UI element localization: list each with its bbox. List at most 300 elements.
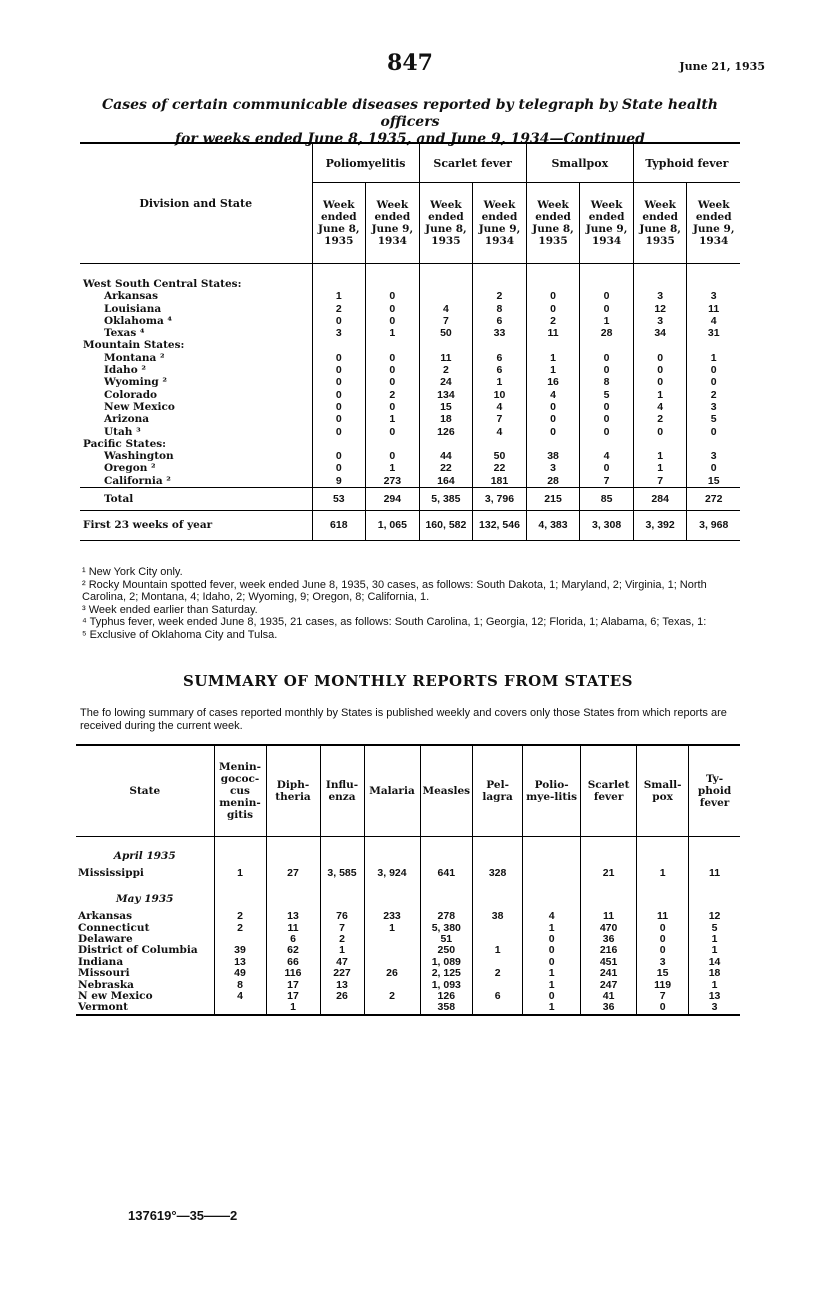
cell-value: 215 xyxy=(526,488,580,511)
cell-value: 0 xyxy=(312,450,366,462)
row-label: First 23 weeks of year xyxy=(80,511,312,540)
print-code: 137619°—35——2 xyxy=(128,1208,238,1223)
cell-value: 0 xyxy=(312,315,366,327)
cell-value: 12 xyxy=(633,303,687,315)
cell-value xyxy=(364,1002,420,1014)
cell-value xyxy=(473,1002,523,1014)
empty-cell xyxy=(320,837,364,869)
cell-value: 1 xyxy=(633,389,687,401)
cell-value: 0 xyxy=(523,957,581,968)
cell-value: 1 xyxy=(687,352,740,364)
cell-value: 233 xyxy=(364,911,420,922)
cell-value: 3 xyxy=(687,290,740,302)
empty-cell xyxy=(689,880,740,911)
cell-value: 0 xyxy=(366,290,420,302)
cell-value: 0 xyxy=(633,352,687,364)
cell-value: 1 xyxy=(523,1002,581,1014)
week-header-line: Week xyxy=(322,199,355,211)
cell-value: 3 xyxy=(633,315,687,327)
cell-value: 618 xyxy=(312,511,366,540)
cell-value: 11 xyxy=(266,923,320,934)
cell-value: 21 xyxy=(581,868,637,879)
state-name: Utah ³ xyxy=(104,425,141,438)
cell-value: 50 xyxy=(473,450,527,462)
state-name: Louisiana xyxy=(104,302,162,315)
cell-value: 15 xyxy=(687,475,740,488)
table-row xyxy=(80,450,740,462)
division-name: Pacific States: xyxy=(83,437,167,450)
week-header-line: June 9, xyxy=(478,223,521,235)
cell-value: 2 xyxy=(419,364,473,376)
cell-value: 3, 968 xyxy=(687,511,740,540)
cell-value: 28 xyxy=(580,327,634,339)
cell-value: 0 xyxy=(312,389,366,401)
cell-value xyxy=(366,339,420,351)
cell-value: 1 xyxy=(526,364,580,376)
week-header-line: June 8, xyxy=(425,223,467,235)
empty-cell xyxy=(420,837,473,869)
cell-value: 11 xyxy=(526,327,580,339)
cell-value: 4 xyxy=(214,991,266,1002)
cell-value: 470 xyxy=(581,923,637,934)
cell-value: 7 xyxy=(320,923,364,934)
table-row xyxy=(76,945,740,956)
cell-value: 34 xyxy=(633,327,687,339)
cell-value: 4 xyxy=(523,911,581,922)
footnote: ³ Week ended earlier than Saturday. xyxy=(82,603,258,616)
cell-value: 7 xyxy=(419,315,473,327)
table-row xyxy=(80,303,740,315)
cell-value xyxy=(526,438,580,450)
state-name: Arizona xyxy=(104,413,150,426)
state-name: Montana ² xyxy=(104,351,165,364)
group-header: Smallpox xyxy=(526,143,633,183)
state-name: Wyoming ² xyxy=(104,376,167,389)
week-header-line: June 9, xyxy=(692,223,735,235)
week-header xyxy=(312,183,366,264)
week-header-line: 1934 xyxy=(699,235,729,247)
cell-value xyxy=(473,339,527,351)
cell-value: 27 xyxy=(266,868,320,879)
week-header-line: ended xyxy=(642,211,678,223)
cell-value: 0 xyxy=(366,352,420,364)
cell-value: 227 xyxy=(320,968,364,979)
cell-value: 5 xyxy=(580,389,634,401)
table-row xyxy=(80,327,740,339)
week-header-line: June 9, xyxy=(371,223,414,235)
cell-value xyxy=(526,264,580,291)
summary-intro: The fo lowing summary of cases reported monthly by States is published weekly and covers only those States from which reports are received during the current week. xyxy=(80,707,727,732)
empty-cell xyxy=(637,837,689,869)
period-row xyxy=(76,880,740,911)
cell-value: 3 xyxy=(637,957,689,968)
division-row xyxy=(80,264,740,291)
state-name: N ew Mexico xyxy=(78,990,153,1003)
column-header: Malaria xyxy=(364,745,420,837)
cell-value: 50 xyxy=(419,327,473,339)
cell-value xyxy=(633,339,687,351)
cell-value: 134 xyxy=(419,389,473,401)
cell-value: 0 xyxy=(580,426,634,438)
cell-value: 3 xyxy=(687,450,740,462)
cell-value: 1, 089 xyxy=(420,957,473,968)
cell-value: 7 xyxy=(580,475,634,488)
cell-value: 8 xyxy=(214,980,266,991)
state-name: Mississippi xyxy=(78,867,144,880)
week-header-line: Week xyxy=(590,199,623,211)
cell-value: 1 xyxy=(473,945,523,956)
week-header xyxy=(366,183,420,264)
week-header-line: ended xyxy=(481,211,518,223)
week-header-line: June 8, xyxy=(532,223,574,235)
column-header: Small-pox xyxy=(637,745,689,837)
column-header: Polio-mye-litis xyxy=(523,745,581,837)
week-header-line: June 8, xyxy=(639,223,681,235)
cell-value: 3, 924 xyxy=(364,868,420,879)
empty-cell xyxy=(364,837,420,869)
cell-value: 0 xyxy=(523,945,581,956)
cell-value: 160, 582 xyxy=(419,511,473,540)
cell-value: 16 xyxy=(526,376,580,388)
cell-value: 66 xyxy=(266,957,320,968)
cell-value xyxy=(526,339,580,351)
cell-value: 10 xyxy=(473,389,527,401)
table-row xyxy=(80,352,740,364)
table-row xyxy=(80,475,740,488)
table-row xyxy=(80,364,740,376)
week-header xyxy=(580,183,634,264)
cell-value: 451 xyxy=(581,957,637,968)
cell-value: 358 xyxy=(420,1002,473,1014)
cell-value: 2 xyxy=(214,911,266,922)
cell-value: 216 xyxy=(581,945,637,956)
table-row xyxy=(80,401,740,413)
cell-value: 12 xyxy=(689,911,740,922)
cell-value: 0 xyxy=(312,364,366,376)
page-title xyxy=(80,97,740,148)
week-header-line: ended xyxy=(588,211,625,223)
cell-value: 36 xyxy=(581,1002,637,1014)
cell-value: 5, 385 xyxy=(419,488,473,511)
state-name: Vermont xyxy=(76,1002,214,1014)
cell-value: 8 xyxy=(580,376,634,388)
cell-value: 4, 383 xyxy=(526,511,580,540)
week-header-line: Week xyxy=(537,199,569,211)
cell-value: 0 xyxy=(526,401,580,413)
cell-value xyxy=(580,438,634,450)
cell-value: 2 xyxy=(320,934,364,945)
cell-value: 24 xyxy=(419,376,473,388)
cell-value: 39 xyxy=(214,945,266,956)
cell-value: 0 xyxy=(312,401,366,413)
cell-value: 22 xyxy=(419,462,473,474)
cell-value: 284 xyxy=(633,488,687,511)
division-row xyxy=(80,339,740,351)
week-header-line: ended xyxy=(320,211,357,223)
cell-value xyxy=(364,934,420,945)
cell-value: 1 xyxy=(689,934,740,945)
week-header-line: ended xyxy=(428,211,464,223)
week-header xyxy=(526,183,580,264)
cell-value: 2, 125 xyxy=(420,968,473,979)
cell-value: 4 xyxy=(580,450,634,462)
cell-value: 6 xyxy=(473,364,527,376)
period-label: April 1935 xyxy=(113,850,176,862)
cell-value: 0 xyxy=(366,401,420,413)
empty-cell xyxy=(523,880,581,911)
cell-value: 0 xyxy=(580,303,634,315)
empty-cell xyxy=(473,837,523,869)
cell-value: 1 xyxy=(366,462,420,474)
cell-value: 278 xyxy=(420,911,473,922)
state-name: Washington xyxy=(104,450,174,463)
cell-value: 4 xyxy=(473,426,527,438)
cell-value: 4 xyxy=(419,303,473,315)
cell-value: 0 xyxy=(687,426,740,438)
cell-value: 33 xyxy=(473,327,527,339)
cell-value: 2 xyxy=(364,991,420,1002)
week-header xyxy=(633,183,687,264)
cell-value xyxy=(419,290,473,302)
table-row xyxy=(76,980,740,991)
cell-value: 0 xyxy=(580,290,634,302)
group-header: Poliomyelitis xyxy=(312,143,419,183)
table-row xyxy=(80,413,740,425)
table-row xyxy=(76,957,740,968)
state-name: Nebraska xyxy=(78,978,134,991)
table-row xyxy=(76,911,740,922)
cell-value xyxy=(312,264,366,291)
title-line-1: Cases of certain communicable diseases reported by telegraph by State health officers xyxy=(102,97,718,130)
cell-value xyxy=(214,1002,266,1014)
state-name: Arkansas xyxy=(78,910,133,923)
cell-value: 0 xyxy=(637,923,689,934)
cell-value: 76 xyxy=(320,911,364,922)
week-header-line: 1934 xyxy=(484,235,515,247)
cell-value: 85 xyxy=(580,488,634,511)
column-header: Influ-enza xyxy=(320,745,364,837)
row-label: Total xyxy=(80,488,312,511)
division-state-header: Division and State xyxy=(80,143,312,264)
cell-value: 9 xyxy=(312,475,366,488)
cell-value: 2 xyxy=(214,923,266,934)
cell-value: 47 xyxy=(320,957,364,968)
footnote: ⁵ Exclusive of Oklahoma City and Tulsa. xyxy=(82,628,278,641)
cell-value: 15 xyxy=(637,968,689,979)
week-header-line: Week xyxy=(644,199,676,211)
cell-value: 3, 585 xyxy=(320,868,364,879)
cell-value: 116 xyxy=(266,968,320,979)
cell-value: 164 xyxy=(419,475,473,488)
cell-value: 2 xyxy=(633,413,687,425)
state-name: District of Columbia xyxy=(78,944,198,957)
cell-value: 1 xyxy=(214,868,266,879)
cell-value: 2 xyxy=(687,389,740,401)
cell-value: 0 xyxy=(523,991,581,1002)
state-name: California ² xyxy=(104,474,171,487)
division-name: West South Central States: xyxy=(83,278,242,290)
cell-value: 3, 392 xyxy=(633,511,687,540)
cell-value: 1 xyxy=(689,980,740,991)
table-row xyxy=(80,389,740,401)
cell-value: 0 xyxy=(366,376,420,388)
group-header: Typhoid fever xyxy=(633,143,740,183)
cell-value xyxy=(523,868,581,879)
table-row xyxy=(80,462,740,474)
cell-value xyxy=(580,339,634,351)
cell-value: 0 xyxy=(526,303,580,315)
state-name: Connecticut xyxy=(78,921,150,934)
cell-value xyxy=(473,264,527,291)
cell-value: 0 xyxy=(366,315,420,327)
cell-value: 6 xyxy=(473,315,527,327)
table-row xyxy=(76,868,740,879)
table-row xyxy=(76,923,740,934)
cell-value: 6 xyxy=(473,991,523,1002)
state-name: Idaho ² xyxy=(104,364,146,377)
cell-value xyxy=(419,264,473,291)
table-row xyxy=(80,426,740,438)
cell-value: 272 xyxy=(687,488,740,511)
state-name: New Mexico xyxy=(104,400,175,413)
cell-value: 1 xyxy=(366,413,420,425)
cell-value xyxy=(633,438,687,450)
cell-value xyxy=(633,264,687,291)
cell-value: 53 xyxy=(312,488,366,511)
cell-value: 51 xyxy=(420,934,473,945)
cell-value xyxy=(419,438,473,450)
group-header: Scarlet fever xyxy=(419,143,526,183)
cell-value: 294 xyxy=(366,488,420,511)
cell-value: 2 xyxy=(366,389,420,401)
column-header: Scarlet fever xyxy=(581,745,637,837)
cell-value: 1 xyxy=(523,923,581,934)
first-23-weeks-row xyxy=(80,511,740,540)
total-row xyxy=(80,488,740,511)
cell-value: 1 xyxy=(473,376,527,388)
cell-value xyxy=(473,923,523,934)
week-header-line: 1934 xyxy=(591,235,622,247)
week-header xyxy=(419,183,473,264)
cell-value: 4 xyxy=(633,401,687,413)
cell-value: 1 xyxy=(364,923,420,934)
cell-value: 0 xyxy=(312,413,366,425)
table-row xyxy=(80,290,740,302)
empty-cell xyxy=(473,880,523,911)
cell-value: 273 xyxy=(366,475,420,488)
footnote: ² Rocky Mountain spotted fever, week ended June 8, 1935, 30 cases, as follows: South Dakota, 1; Maryland, 2; Virginia, 1; North Carolina, 2; Montana, 4; Idaho, 2; Wyoming, 9; Oregon, 8; California, 1. xyxy=(82,578,707,603)
column-header: State xyxy=(76,745,214,837)
cell-value: 1 xyxy=(523,968,581,979)
footnotes xyxy=(82,566,742,641)
cell-value: 0 xyxy=(312,426,366,438)
cell-value: 132, 546 xyxy=(473,511,527,540)
page-number: 847 xyxy=(387,50,433,76)
state-name: Arkansas xyxy=(104,290,159,303)
week-header-line: June 8, xyxy=(318,223,360,235)
empty-cell xyxy=(266,880,320,911)
cell-value: 1 xyxy=(523,980,581,991)
cell-value: 0 xyxy=(366,364,420,376)
column-header: Measles xyxy=(420,745,473,837)
cell-value: 119 xyxy=(637,980,689,991)
week-header xyxy=(473,183,527,264)
cell-value: 0 xyxy=(366,450,420,462)
cell-value xyxy=(366,264,420,291)
cell-value xyxy=(687,339,740,351)
cell-value: 0 xyxy=(687,364,740,376)
column-header: Menin-gococ-cus menin-gitis xyxy=(214,745,266,837)
cell-value: 22 xyxy=(473,462,527,474)
cell-value: 3 xyxy=(312,327,366,339)
summary-heading: SUMMARY OF MONTHLY REPORTS FROM STATES xyxy=(183,672,633,690)
table-row xyxy=(76,968,740,979)
cell-value: 26 xyxy=(364,968,420,979)
cell-value: 0 xyxy=(580,462,634,474)
cell-value: 0 xyxy=(633,364,687,376)
week-header-line: ended xyxy=(535,211,571,223)
cell-value: 126 xyxy=(419,426,473,438)
cell-value: 1 xyxy=(312,290,366,302)
cell-value xyxy=(473,438,527,450)
week-header-line: ended xyxy=(374,211,411,223)
cell-value: 0 xyxy=(633,426,687,438)
cell-value: 3 xyxy=(633,290,687,302)
cell-value: 18 xyxy=(419,413,473,425)
cell-value: 641 xyxy=(420,868,473,879)
cell-value: 38 xyxy=(526,450,580,462)
week-header-line: Week xyxy=(430,199,462,211)
cell-value: 2 xyxy=(312,303,366,315)
monthly-summary-table xyxy=(76,744,740,1016)
title-line-2: for weeks ended June 8, 1935, and June 9, 1934—Continued xyxy=(175,131,645,147)
footnote: ⁴ Typhus fever, week ended June 8, 1935, 21 cases, as follows: South Carolina, 1; Georgia, 12; Florida, 1; Alabama, 6; Texas, 1: xyxy=(82,616,707,628)
cell-value: 2 xyxy=(526,315,580,327)
page-date: June 21, 1935 xyxy=(679,60,765,73)
cell-value: 0 xyxy=(637,945,689,956)
cell-value: 0 xyxy=(637,1002,689,1014)
empty-cell xyxy=(637,880,689,911)
week-header-line: 1935 xyxy=(645,235,675,247)
cell-value: 3, 796 xyxy=(473,488,527,511)
cell-value: 1 xyxy=(637,868,689,879)
cell-value: 8 xyxy=(473,303,527,315)
table-row xyxy=(80,315,740,327)
cell-value xyxy=(687,264,740,291)
cell-value: 0 xyxy=(687,462,740,474)
state-name: Missouri xyxy=(78,967,130,980)
week-header-line: June 9, xyxy=(585,223,628,235)
cell-value: 44 xyxy=(419,450,473,462)
cell-value: 41 xyxy=(581,991,637,1002)
state-name: Colorado xyxy=(104,388,158,401)
cell-value: 0 xyxy=(580,401,634,413)
cell-value: 0 xyxy=(580,352,634,364)
cell-value: 4 xyxy=(687,315,740,327)
empty-cell xyxy=(689,837,740,869)
cell-value: 1 xyxy=(320,945,364,956)
cell-value: 49 xyxy=(214,968,266,979)
cell-value: 181 xyxy=(473,475,527,488)
cell-value: 2 xyxy=(473,968,523,979)
cell-value: 17 xyxy=(266,991,320,1002)
cell-value: 1 xyxy=(580,315,634,327)
cell-value: 11 xyxy=(419,352,473,364)
empty-cell xyxy=(214,837,266,869)
weekly-cases-table xyxy=(80,142,740,541)
cell-value: 7 xyxy=(637,991,689,1002)
empty-cell xyxy=(214,880,266,911)
